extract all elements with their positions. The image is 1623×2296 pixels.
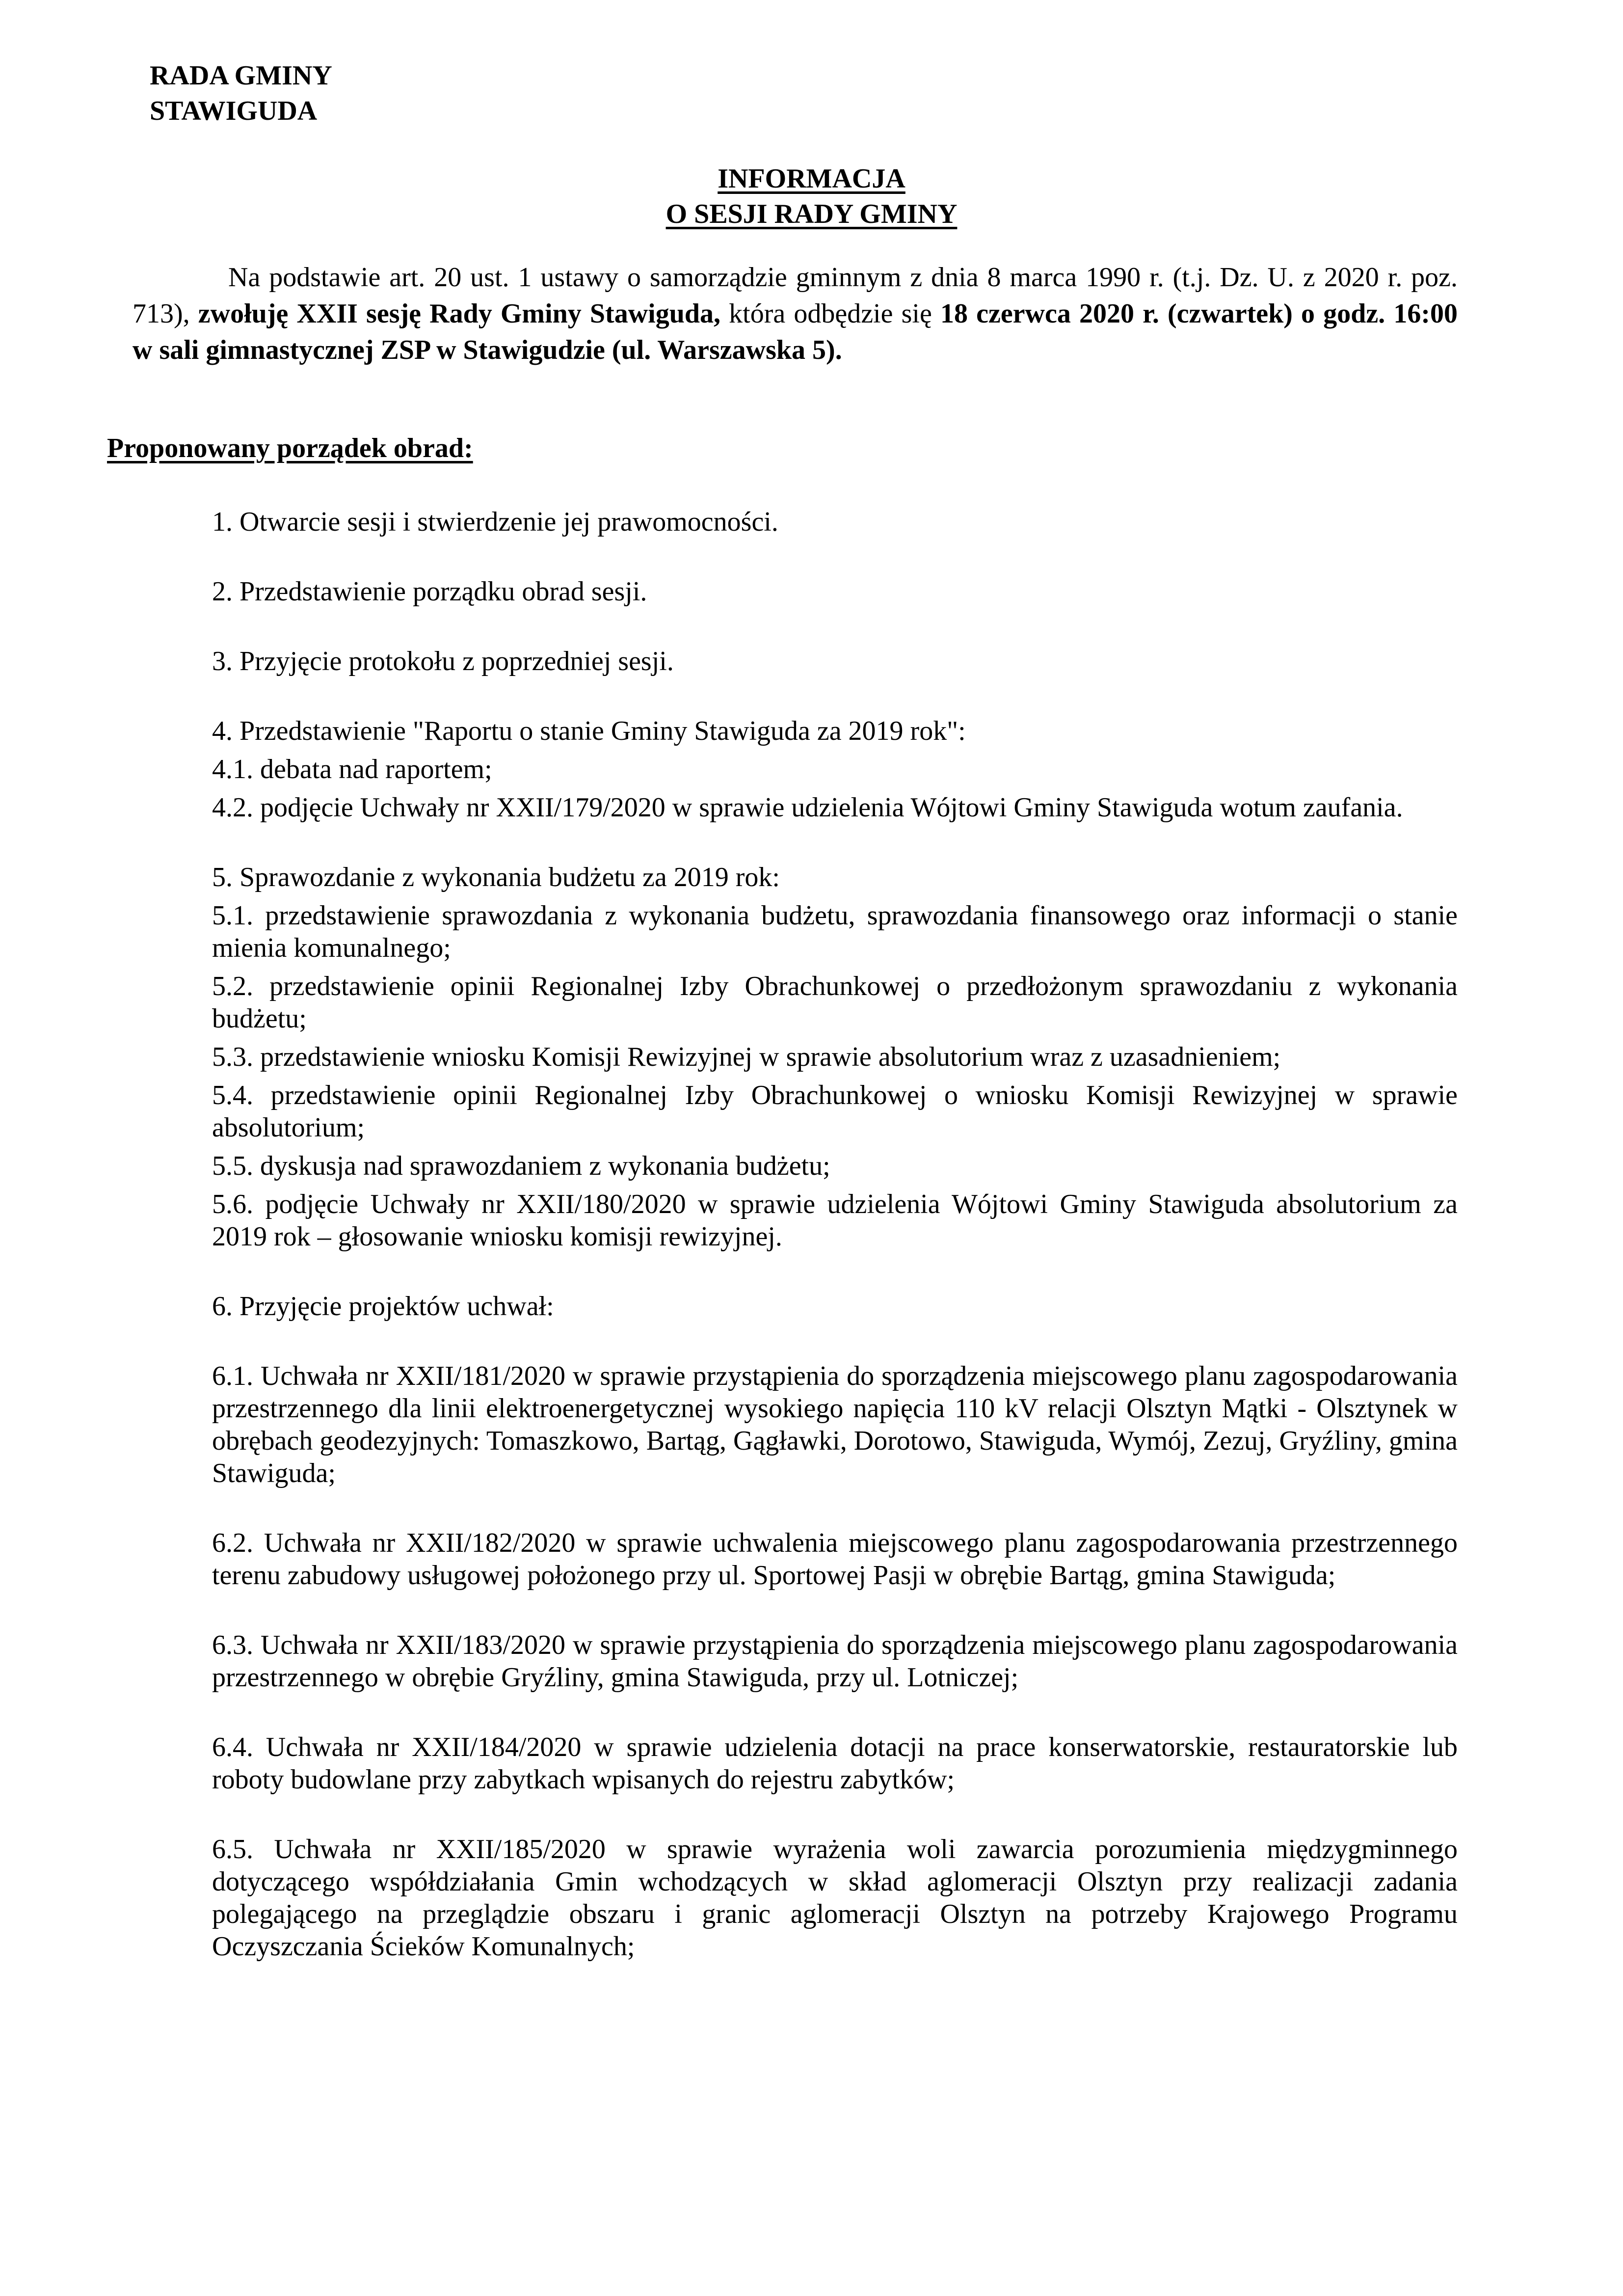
agenda-item-6-2: 6.2. Uchwała nr XXII/182/2020 w sprawie uchwalenia miejscowego planu zagospodarowania przestrzennego terenu zabudowy usługowej położonego przy ul. Sportowej Pasji w obrębie Bartąg, gmina Stawiguda; [212,1528,1458,1591]
agenda-item-5: 5. Sprawozdanie z wykonania budżetu za 2019 rok: [212,862,780,892]
agenda-item-5-1: 5.1. przedstawienie sprawozdania z wykonania budżetu, sprawozdania finansowego oraz informacji o stanie mienia komunalnego; [212,900,1458,963]
intro-paragraph [133,259,1458,368]
agenda-item-6-1: 6.1. Uchwała nr XXII/181/2020 w sprawie przystąpienia do sporządzenia miejscowego planu zagospodarowania przestrzennego dla linii elektroenergetycznej wysokiego napięcia 110 kV relacji Olsztyn Mątki - Olsztynek w obrębach geodezyjnych: Tomaszkowo, Bartąg, Gągławki, Dorotowo, Stawiguda, Wymój, Zezuj, Gryźliny, gmina Stawiguda; [212,1361,1458,1488]
issuer-header [150,58,332,129]
agenda-item-6-5: 6.5. Uchwała nr XXII/185/2020 w sprawie wyrażenia woli zawarcia porozumienia międzygminnego dotyczącego współdziałania Gmin wchodzących w skład aglomeracji Olsztyn przy realizacji zadania polegającego na przeglądzie obszaru i granic aglomeracji Olsztyn na potrzeby Krajowego Programu Oczyszczania Ścieków Komunalnych; [212,1834,1458,1962]
agenda-item-6-3: 6.3. Uchwała nr XXII/183/2020 w sprawie przystąpienia do sporządzenia miejscowego planu zagospodarowania przestrzennego w obrębie Gryźliny, gmina Stawiguda, przy ul. Lotniczej; [212,1630,1458,1693]
agenda-item-5-5: 5.5. dyskusja nad sprawozdaniem z wykonania budżetu; [212,1151,830,1181]
intro-connector: która odbędzie się [720,298,940,329]
agenda-item-1: 1. Otwarcie sesji i stwierdzenie jej prawomocności. [212,507,778,537]
agenda-item-4-2: 4.2. podjęcie Uchwały nr XXII/179/2020 w sprawie udzielenia Wójtowi Gminy Stawiguda wotum zaufania. [212,792,1403,823]
intro-date-place: 18 czerwca 2020 r. (czwartek) o godz. 16:00 w sali gimnastycznej ZSP w Stawigudzie (ul. Warszawska 5). [133,298,1458,365]
agenda-item-5-6: 5.6. podjęcie Uchwały nr XXII/180/2020 w sprawie udzielenia Wójtowi Gminy Stawiguda absolutorium za 2019 rok – głosowanie wniosku komisji rewizyjnej. [212,1189,1458,1252]
agenda-list [212,506,1458,1963]
title-line-1: INFORMACJA [718,163,905,194]
agenda-item-4: 4. Przedstawienie "Raportu o stanie Gminy Stawiguda za 2019 rok": [212,716,966,746]
agenda-item-5-3: 5.3. przedstawienie wniosku Komisji Rewizyjnej w sprawie absolutorium wraz z uzasadnieniem; [212,1042,1281,1072]
agenda-item-6: 6. Przyjęcie projektów uchwał: [212,1291,554,1322]
agenda-item-2: 2. Przedstawienie porządku obrad sesji. [212,576,647,607]
agenda-item-5-2: 5.2. przedstawienie opinii Regionalnej Izby Obrachunkowej o przedłożonym sprawozdaniu z wykonania budżetu; [212,971,1458,1034]
agenda-heading: Proponowany porządek obrad: [107,433,473,463]
title-line-2: O SESJI RADY GMINY [665,199,958,229]
agenda-item-5-4: 5.4. przedstawienie opinii Regionalnej Izby Obrachunkowej o wniosku Komisji Rewizyjnej w sprawie absolutorium; [212,1080,1458,1143]
agenda-item-3: 3. Przyjęcie protokołu z poprzedniej sesji. [212,646,674,676]
intro-legal-basis: Na podstawie art. 20 ust. 1 ustawy o samorządzie gminnym z dnia 8 marca 1990 r. (t.j. Dz. U. z 2020 r. poz. 713), [133,262,1458,329]
agenda-item-6-4: 6.4. Uchwała nr XXII/184/2020 w sprawie udzielenia dotacji na prace konserwatorskie, restauratorskie lub roboty budowlane przy zabytkach wpisanych do rejestru zabytków; [212,1732,1458,1795]
issuer-line-1: RADA GMINY [150,60,332,91]
issuer-line-2: STAWIGUDA [150,96,318,126]
intro-convening: zwołuję XXII sesję Rady Gminy Stawiguda, [198,298,720,329]
document-title [0,161,1623,232]
agenda-item-4-1: 4.1. debata nad raportem; [212,754,492,784]
